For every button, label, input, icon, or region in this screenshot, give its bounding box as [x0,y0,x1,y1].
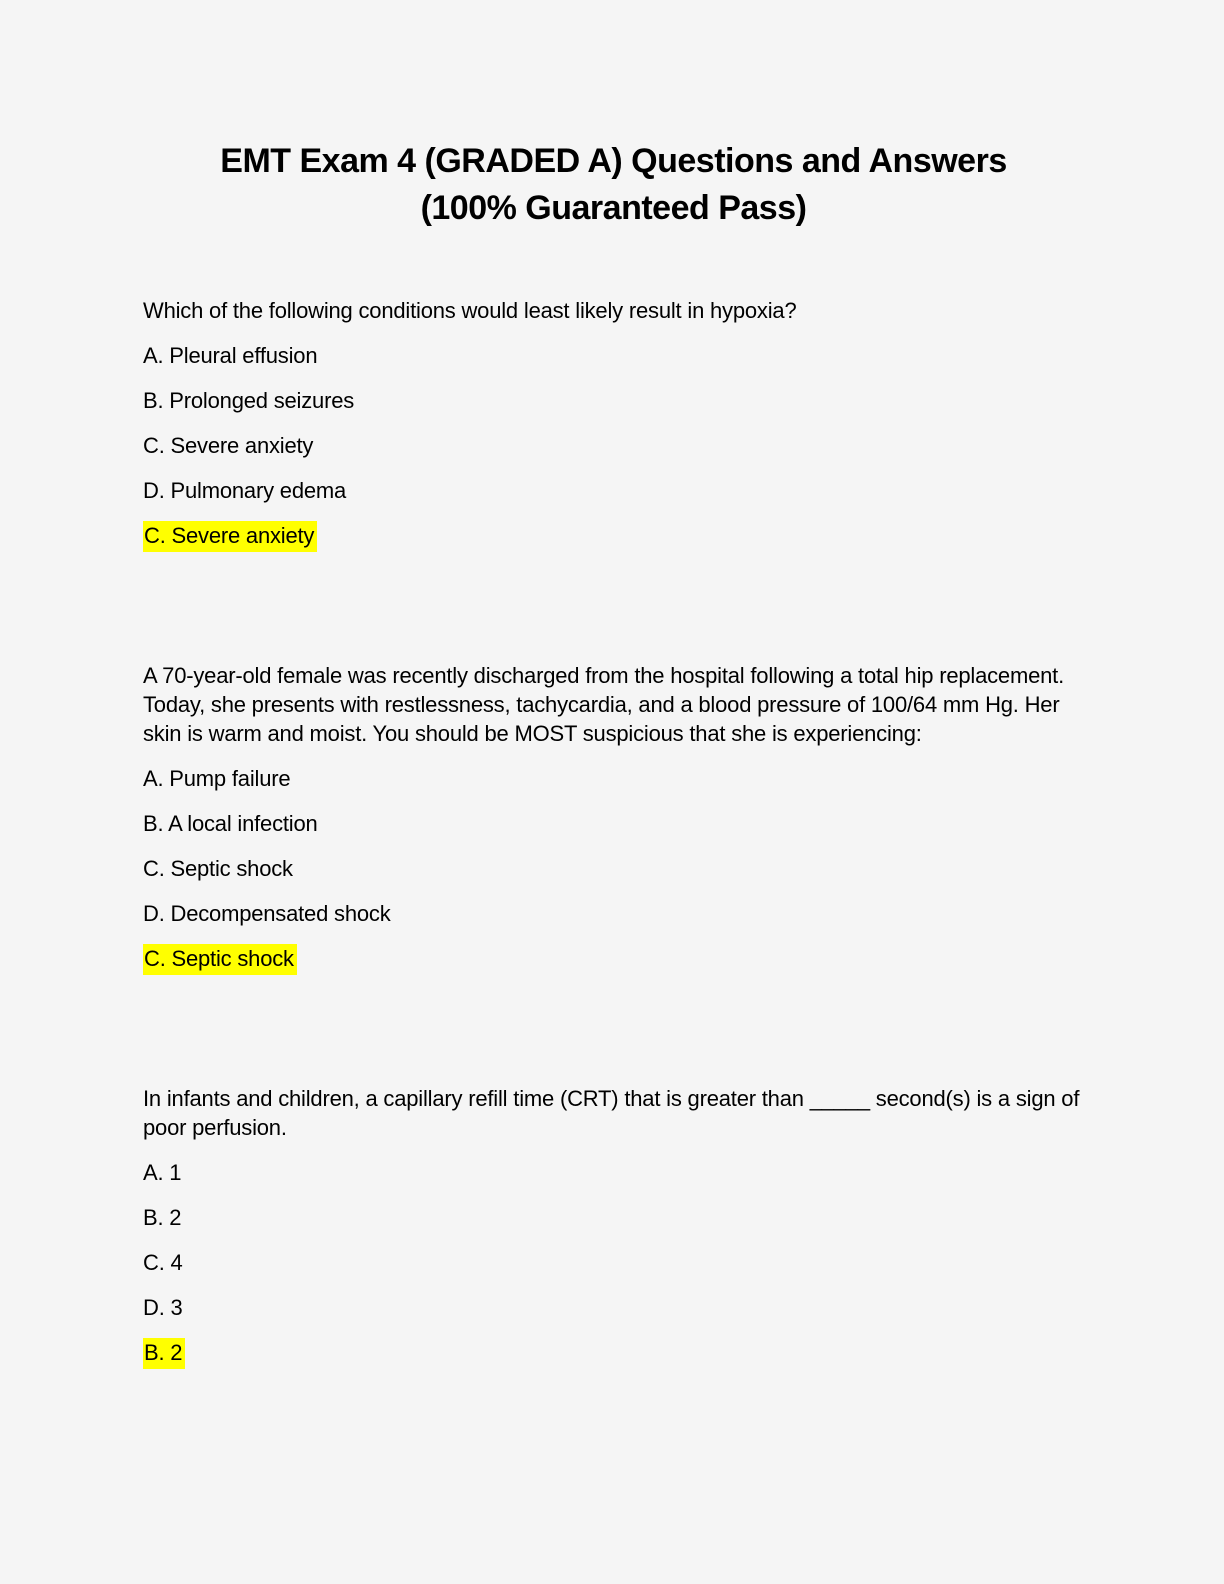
highlighted-answer: B. 2 [143,1338,185,1369]
answer-line [143,944,1084,973]
highlighted-answer: C. Severe anxiety [143,521,317,552]
option-b: B. 2 [143,1205,182,1230]
question-block-3 [143,1084,1084,1367]
question-text: In infants and children, a capillary refill time (CRT) that is greater than _____ second(s) is a sign of poor perfusion. [143,1086,1080,1140]
document-title-line-2: (100% Guaranteed Pass) [420,189,807,227]
answer-line [143,1338,1084,1367]
question-text: A 70-year-old female was recently discharged from the hospital following a total hip replacement. Today, she presents with restlessness, tachycardia, and a blood pressure of 100/64 mm Hg. Her skin is warm and moist. You should be MOST suspicious that she is experiencing: [143,663,1064,746]
option-b: B. A local infection [143,811,318,836]
option-a: A. Pump failure [143,766,291,791]
answer-line [143,521,1084,550]
question-block-2 [143,661,1084,973]
option-a: A. Pleural effusion [143,343,318,368]
option-d: D. 3 [143,1295,183,1320]
option-c: C. 4 [143,1250,183,1275]
document-title [143,138,1084,232]
option-c: C. Severe anxiety [143,433,314,458]
question-text: Which of the following conditions would least likely result in hypoxia? [143,298,797,323]
option-c: C. Septic shock [143,856,293,881]
option-d: D. Decompensated shock [143,901,391,926]
question-block-1 [143,296,1084,550]
option-b: B. Prolonged seizures [143,388,355,413]
option-d: D. Pulmonary edema [143,478,347,503]
option-a: A. 1 [143,1160,182,1185]
highlighted-answer: C. Septic shock [143,944,297,975]
document-title-line-1: EMT Exam 4 (GRADED A) Questions and Answers [220,142,1007,180]
